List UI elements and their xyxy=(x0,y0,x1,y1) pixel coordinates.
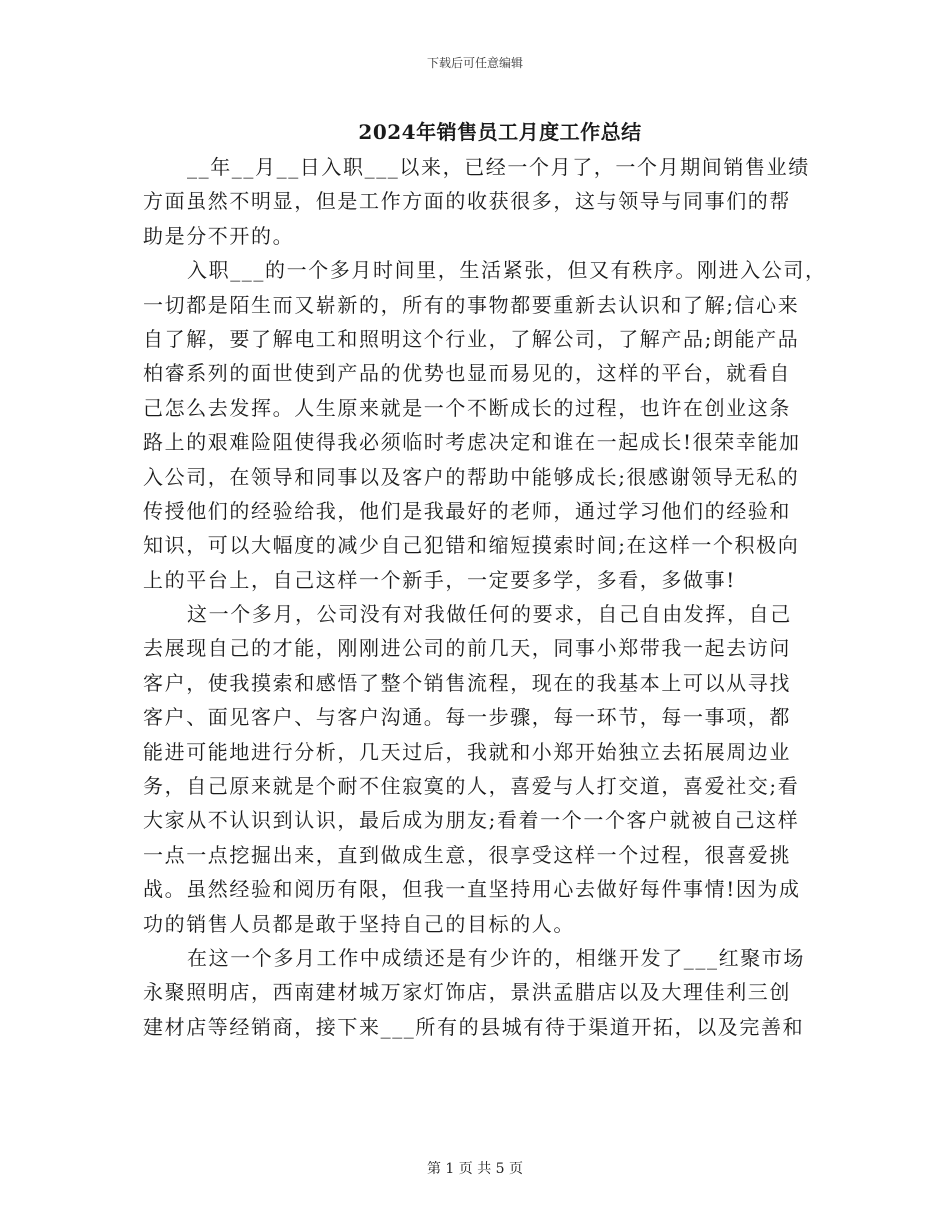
body-line: 上的平台上，自己这样一个新手，一定要多学，多看，多做事! xyxy=(143,567,736,592)
body-line: 能进可能地进行分析，几天过后，我就和小郑开始独立去拓展周边业 xyxy=(143,739,791,764)
body-line: 入公司，在领导和同事以及客户的帮助中能够成长;很感谢领导无私的 xyxy=(143,464,800,489)
body-line: 去展现自己的才能，刚刚进公司的前几天，同事小郑带我一起去访问 xyxy=(143,636,791,661)
body-line: 战。虽然经验和阅历有限，但我一直坚持用心去做好每件事情!因为成 xyxy=(143,877,801,902)
body-line: __年__月__日入职___以来，已经一个月了，一个月期间销售业绩 xyxy=(187,155,810,179)
page-footer: 第 1 页 共 5 页 xyxy=(426,1161,524,1177)
body-line: 客户，使我摸索和感悟了整个销售流程，现在的我基本上可以从寻找 xyxy=(143,670,791,695)
body-line: 传授他们的经验给我，他们是我最好的老师，通过学习他们的经验和 xyxy=(143,498,791,523)
body-line: 在这一个多月工作中成绩还是有少许的，相继开发了___红聚市场 xyxy=(187,945,805,970)
body-line: 建材店等经销商，接下来___所有的县城有待于渠道开拓，以及完善和 xyxy=(143,1014,805,1039)
body-line: 自了解，要了解电工和照明这个行业，了解公司，了解产品;朗能产品 xyxy=(143,326,800,351)
body-line: 务，自己原来就是个耐不住寂寞的人，喜爱与人打交道，喜爱社交;看 xyxy=(143,774,800,799)
body-line: 大家从不认识到认识，最后成为朋友;看着一个一个客户就被自己这样 xyxy=(143,808,800,833)
body-line: 方面虽然不明显，但是工作方面的收获很多，这与领导与同事们的帮 xyxy=(143,189,791,214)
body-line: 客户、面见客户、与客户沟通。每一步骤，每一环节，每一事项，都 xyxy=(143,705,791,730)
body-line: 知识，可以大幅度的减少自己犯错和缩短摸索时间;在这样一个积极向 xyxy=(143,533,800,558)
document-title: 2024年销售员工月度工作总结 xyxy=(358,120,642,144)
body-line: 永聚照明店，西南建材城万家灯饰店，景洪孟腊店以及大理佳利三创 xyxy=(143,980,791,1005)
body-line: 路上的艰难险阻使得我必须临时考虑决定和谁在一起成长!很荣幸能加 xyxy=(143,430,801,455)
body-line: 一点一点挖掘出来，直到做成生意，很享受这样一个过程，很喜爱挑 xyxy=(143,842,791,867)
body-line: 入职___的一个多月时间里，生活紧张，但又有秩序。刚进入公司， xyxy=(187,258,827,283)
body-line: 功的销售人员都是敢于坚持自己的目标的人。 xyxy=(143,911,575,936)
body-line: 助是分不开的。 xyxy=(143,223,295,248)
document-body xyxy=(143,150,827,1044)
body-line: 这一个多月，公司没有对我做任何的要求，自己自由发挥，自己 xyxy=(187,602,792,627)
body-line: 一切都是陌生而又崭新的，所有的事物都要重新去认识和了解;信心来 xyxy=(143,292,800,317)
body-line: 己怎么去发挥。人生原来就是一个不断成长的过程，也许在创业这条 xyxy=(143,395,791,420)
header-note: 下载后可任意编辑 xyxy=(426,56,523,70)
body-line: 柏睿系列的面世使到产品的优势也显而易见的，这样的平台，就看自 xyxy=(143,361,791,386)
